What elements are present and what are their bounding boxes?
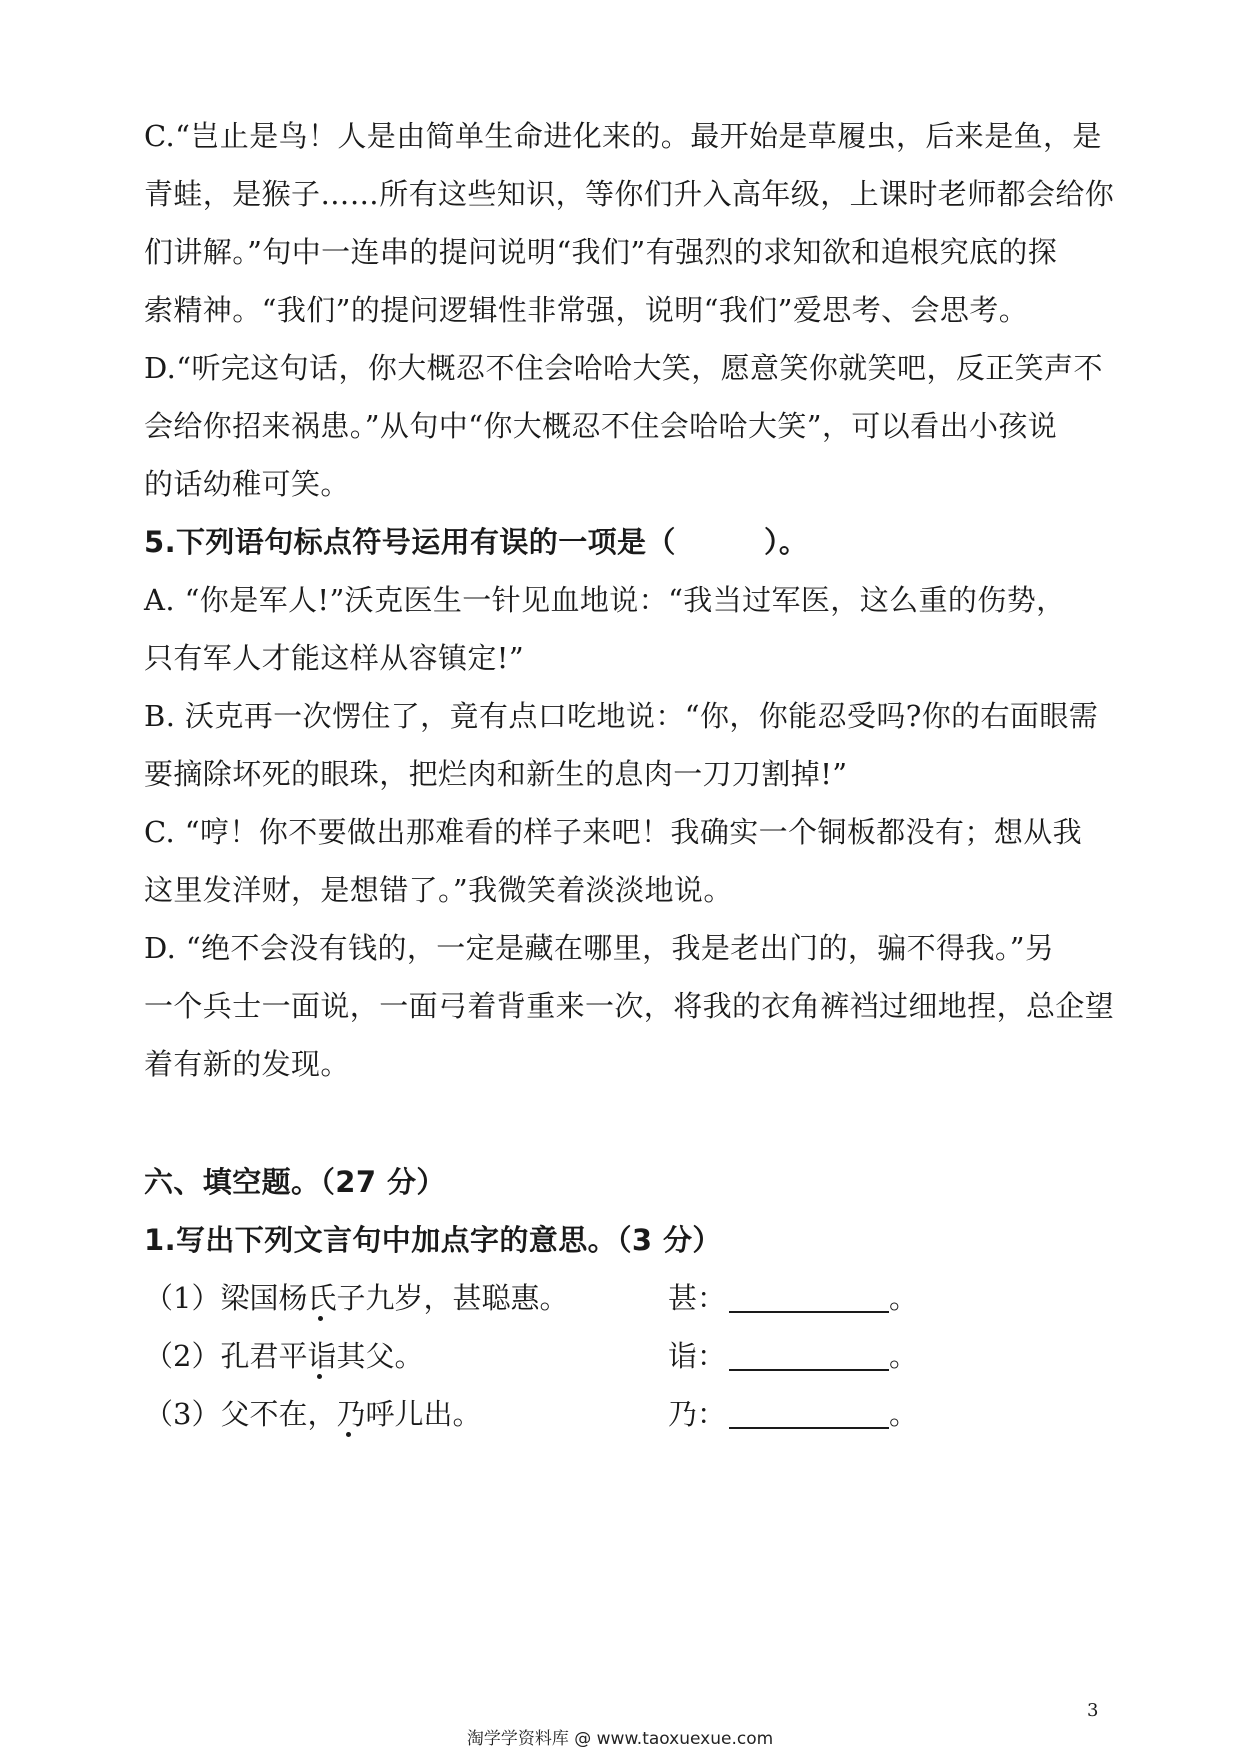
q5-option-d-line-1: D. “绝不会没有钱的，一定是藏在哪里，我是老出门的，骗不得我。”另 — [144, 931, 1055, 965]
fill-item-2-sentence: （2）孔君平诣其父。 — [144, 1339, 424, 1373]
q4-option-c-line-1: C.“岂止是鸟！人是由简单生命进化来的。最开始是草履虫，后来是鱼，是 — [144, 119, 1102, 153]
q4-option-d-line-3: 的话幼稚可笑。 — [144, 467, 350, 501]
watermark-text: 淘学学资料库 @ www.taoxuexue.com — [466, 1729, 774, 1749]
fill-item-3 — [144, 1394, 944, 1434]
q5-option-a-line-1: A. “你是军人!”沃克医生一针见血地说：“我当过军医，这么重的伤势， — [144, 583, 1066, 617]
q5-option-c-line-2: 这里发洋财，是想错了。”我微笑着淡淡地说。 — [144, 873, 733, 907]
section-six-heading: 六、填空题。（27 分） — [144, 1165, 446, 1199]
fill-item-1-period: 。 — [889, 1281, 919, 1315]
q5-option-c-line-1: C. “哼！你不要做出那难看的样子来吧！我确实一个铜板都没有；想从我 — [144, 815, 1083, 849]
fill-item-3-blank[interactable] — [729, 1427, 889, 1429]
q5-option-b-line-2: 要摘除坏死的眼珠，把烂肉和新生的息肉一刀刀割掉!” — [144, 757, 848, 791]
q5-option-a-line-2: 只有军人才能这样从容镇定!” — [144, 641, 525, 675]
page-number: 3 — [1087, 1700, 1099, 1721]
fill-item-3-period: 。 — [889, 1397, 919, 1431]
fill-item-1-blank[interactable] — [729, 1311, 889, 1313]
q4-option-c-line-3: 们讲解。”句中一连串的提问说明“我们”有强烈的求知欲和追根究底的探 — [144, 235, 1058, 269]
fill-item-2 — [144, 1336, 944, 1376]
fill-item-1-sentence: （1）梁国杨氏子九岁，甚聪惠。 — [144, 1281, 569, 1315]
fill-item-2-blank[interactable] — [729, 1369, 889, 1371]
q4-option-c-line-2: 青蛙，是猴子……所有这些知识，等你们升入高年级，上课时老师都会给你 — [144, 177, 1115, 211]
q4-option-d-line-2: 会给你招来祸患。”从句中“你大概忍不住会哈哈大笑”，可以看出小孩说 — [144, 409, 1058, 443]
emphasis-dot-3 — [346, 1432, 351, 1437]
fill-item-2-target: 诣： — [668, 1339, 727, 1373]
section-six-q1-stem: 1.写出下列文言句中加点字的意思。（3 分） — [144, 1223, 722, 1257]
fill-item-2-period: 。 — [889, 1339, 919, 1373]
fill-item-1 — [144, 1278, 944, 1318]
q5-stem: 5.下列语句标点符号运用有误的一项是（ ）。 — [144, 525, 809, 559]
fill-item-3-target: 乃： — [668, 1397, 727, 1431]
q4-option-d-line-1: D.“听完这句话，你大概忍不住会哈哈大笑，愿意笑你就笑吧，反正笑声不 — [144, 351, 1103, 385]
q4-option-c-line-4: 索精神。“我们”的提问逻辑性非常强，说明“我们”爱思考、会思考。 — [144, 293, 1029, 327]
fill-item-1-target: 甚： — [668, 1281, 727, 1315]
q5-option-d-line-2: 一个兵士一面说，一面弓着背重来一次，将我的衣角裤裆过细地捏，总企望 — [144, 989, 1115, 1023]
q5-option-d-line-3: 着有新的发现。 — [144, 1047, 350, 1081]
emphasis-dot-2 — [317, 1374, 322, 1379]
emphasis-dot-1 — [318, 1316, 323, 1321]
q5-option-b-line-1: B. 沃克再一次愣住了，竟有点口吃地说：“你，你能忍受吗?你的右面眼需 — [144, 699, 1099, 733]
fill-item-3-sentence: （3）父不在，乃呼儿出。 — [144, 1397, 482, 1431]
